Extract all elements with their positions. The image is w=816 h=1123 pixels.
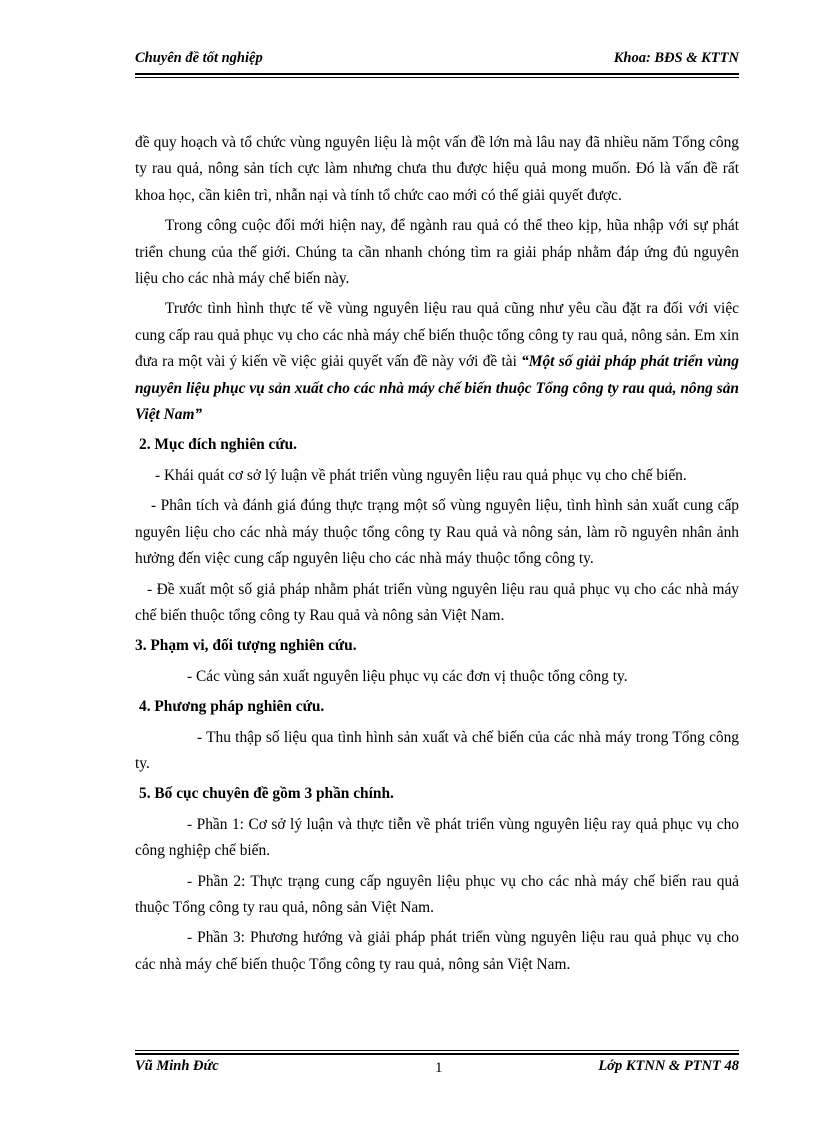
paragraph: - Khái quát cơ sở lý luận về phát triển vùng nguyên liệu rau quả phục vụ cho chế biến. xyxy=(155,466,687,484)
page-number: 1 xyxy=(435,1060,443,1076)
section-heading: 5. Bố cục chuyên đề gồm 3 phần chính. xyxy=(139,785,394,803)
thesis-title: “Một số giải pháp phát triển vùng nguyên liệu phục vụ sản xuất cho các nhà máy chế biến thuộc Tổng công ty rau quả, nông sản Việt Nam” xyxy=(135,353,740,424)
footer-rule-thick xyxy=(135,1053,739,1055)
section-heading: 4. Phương pháp nghiên cứu. xyxy=(139,698,325,716)
paragraph: - Phân tích và đánh giá đúng thực trạng một số vùng nguyên liệu, tình hình sản xuất cung cấp nguyên liệu cho các nhà máy thuộc tổng công ty Rau quả và nông sản, làm rõ nguyên nhân ảnh hưởng đến việc cung cấp nguyên liệu cho các nhà máy thuộc tổng công ty. xyxy=(135,497,739,568)
paragraph: - Thu thập số liệu qua tình hình sản xuất và chế biến của các nhà máy trong Tổng công ty. xyxy=(135,728,739,772)
document-body xyxy=(135,130,739,978)
paragraph: - Phần 2: Thực trạng cung cấp nguyên liệu phục vụ cho các nhà máy chế biến rau quả thuộc Tổng công ty rau quả, nông sản Việt Nam. xyxy=(135,872,739,916)
footer-author: Vũ Minh Đức xyxy=(135,1058,219,1074)
header-department: Khoa: BĐS & KTTN xyxy=(613,50,739,66)
paragraph: - Các vùng sản xuất nguyên liệu phục vụ các đơn vị thuộc tổng công ty. xyxy=(187,667,628,685)
header-title: Chuyên đề tốt nghiệp xyxy=(135,50,263,66)
paragraph: - Phần 3: Phương hướng và giải pháp phát triển vùng nguyên liệu rau quả phục vụ cho các nhà máy chế biến thuộc Tổng công ty rau quả, nông sản Việt Nam. xyxy=(135,929,739,973)
footer-rule-thin xyxy=(135,1050,739,1051)
section-heading: 3. Phạm vi, đối tượng nghiên cứu. xyxy=(135,637,357,655)
paragraph-text: Trước tình hình thực tế về vùng nguyên liệu rau quả cũng như yêu cầu đặt ra đối với việc cung cấp rau quả phục vụ cho các nhà máy chế biến thuộc tổng công ty rau quả, nông sản. Em xin đưa ra một vài ý kiến về việc giải quyết vấn đề này với đề tài xyxy=(135,300,739,371)
page-footer xyxy=(135,1058,739,1080)
section-heading: 2. Mục đích nghiên cứu. xyxy=(139,436,298,454)
paragraph: - Phần 1: Cơ sở lý luận và thực tiễn về phát triển vùng nguyên liệu ray quả phục vụ cho công nghiệp chế biến. xyxy=(135,815,739,860)
page-header xyxy=(135,50,739,72)
header-rule-thin xyxy=(135,77,739,78)
header-rule-thick xyxy=(135,73,739,75)
paragraph: - Đề xuất một số giả pháp nhằm phát triển vùng nguyên liệu rau quả phục vụ cho các nhà máy chế biến thuộc tổng công ty Rau quả và nông sản Việt Nam. xyxy=(135,580,739,624)
paragraph xyxy=(135,296,739,428)
footer-class: Lớp KTNN & PTNT 48 xyxy=(598,1058,739,1074)
paragraph: đề quy hoạch và tổ chức vùng nguyên liệu là một vấn đề lớn mà lâu nay đã nhiều năm Tổng công ty rau quả, nông sản tích cực làm nhưng chưa thu được hiệu quả mong muốn. Đó là vấn đề rất khoa học, cần kiên trì, nhẫn nại và tính tổ chức cao mới có thể giải quyết được. xyxy=(135,134,739,204)
paragraph: Trong công cuộc đổi mới hiện nay, để ngành rau quả có thể theo kịp, hũa nhập với sự phát triển chung của thế giới. Chúng ta cần nhanh chóng tìm ra giải pháp nhằm đáp ứng đủ nguyên liệu cho các nhà máy chế biến này. xyxy=(135,217,739,288)
